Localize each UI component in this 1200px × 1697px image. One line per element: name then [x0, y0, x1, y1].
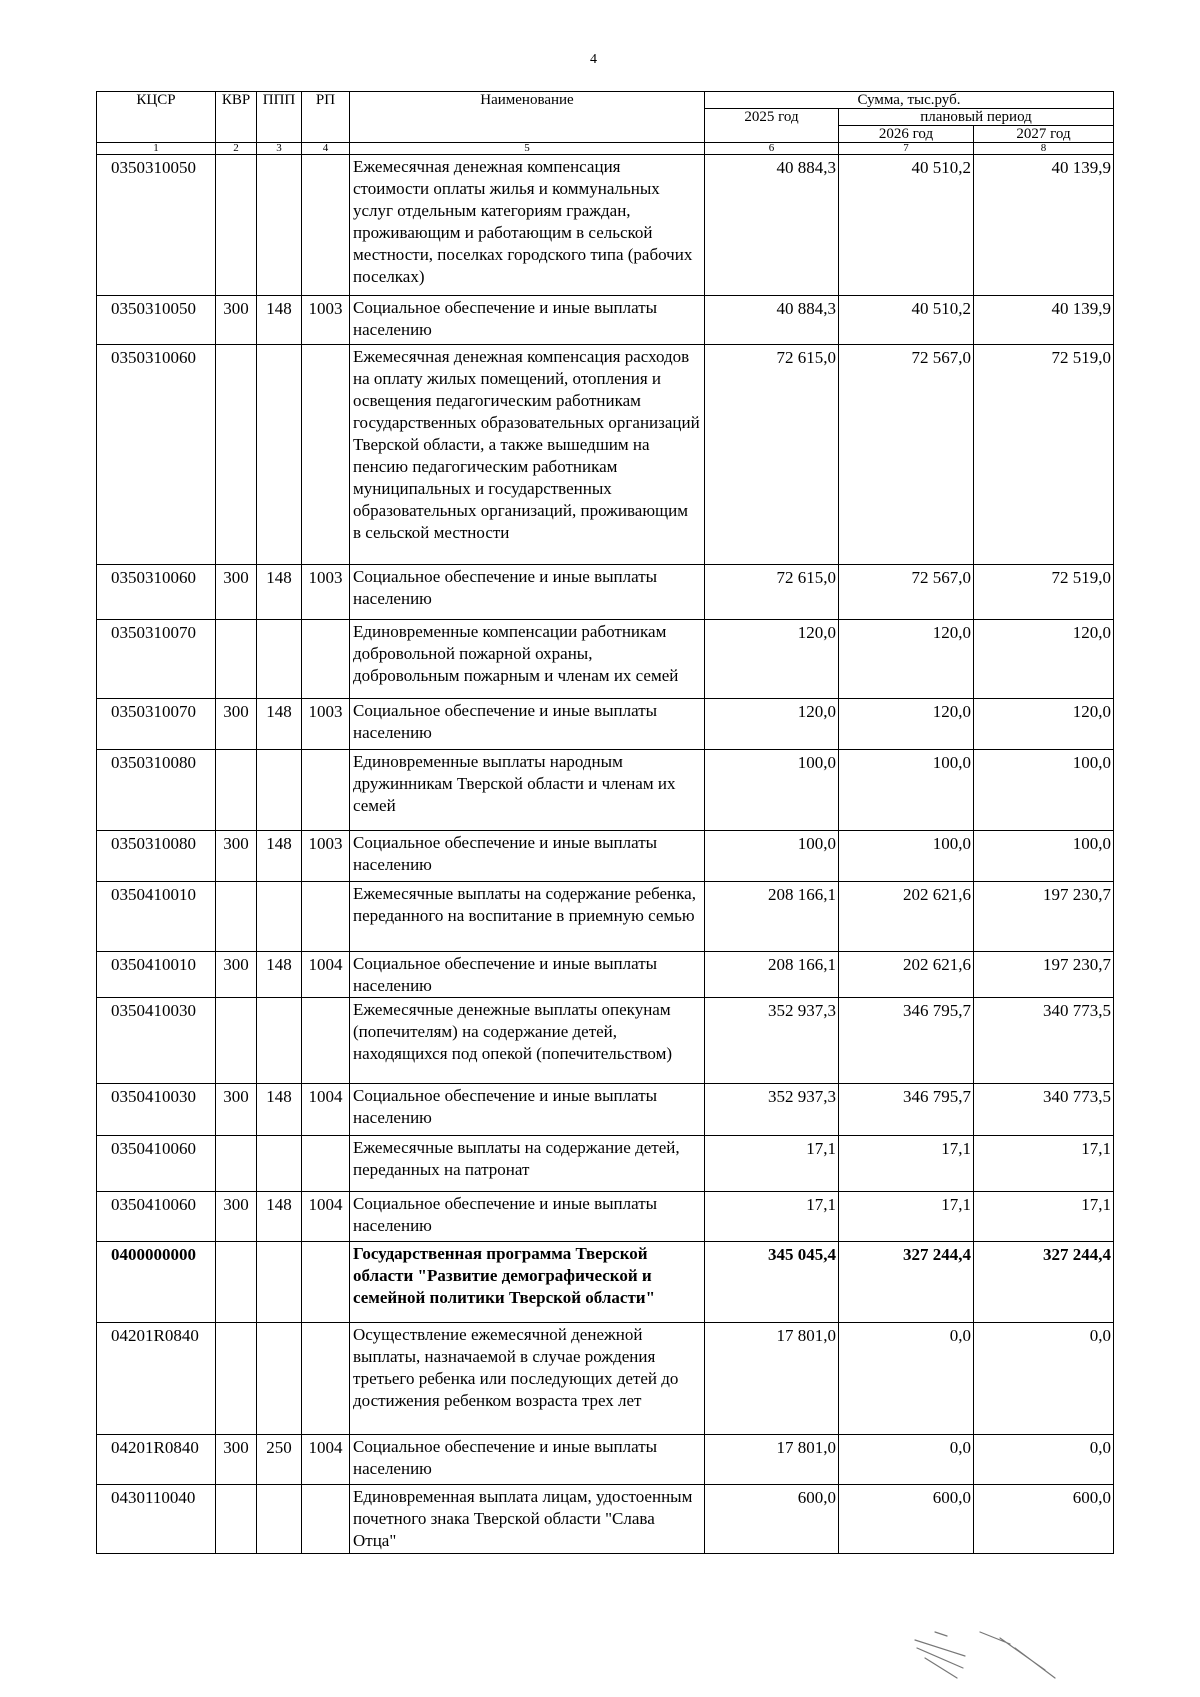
row-amount-2026: 17,1: [839, 1136, 974, 1192]
row-kvr: [216, 155, 257, 296]
row-amount-2027: 120,0: [974, 620, 1114, 699]
row-kvr: [216, 1323, 257, 1435]
row-code: 0350310080: [97, 831, 216, 882]
row-rp: [302, 1136, 350, 1192]
row-amount-2026: 17,1: [839, 1192, 974, 1242]
row-amount-2027: 40 139,9: [974, 155, 1114, 296]
table-row: [97, 620, 1114, 699]
row-kvr: [216, 620, 257, 699]
row-amount-2025: 40 884,3: [705, 155, 839, 296]
row-name: Социальное обеспечение и иные выплаты населению: [350, 296, 705, 345]
row-amount-2026: 600,0: [839, 1485, 974, 1554]
row-rp: [302, 882, 350, 952]
row-amount-2025: 352 937,3: [705, 998, 839, 1084]
row-rp: 1003: [302, 296, 350, 345]
row-name: Социальное обеспечение и иные выплаты населению: [350, 699, 705, 750]
row-amount-2025: 100,0: [705, 750, 839, 831]
row-rp: [302, 345, 350, 565]
row-ppp: [257, 155, 302, 296]
row-code: 0350410030: [97, 1084, 216, 1136]
column-number: 6: [705, 143, 839, 155]
row-amount-2026: 346 795,7: [839, 998, 974, 1084]
column-number: 1: [97, 143, 216, 155]
row-amount-2026: 40 510,2: [839, 155, 974, 296]
table-row: [97, 565, 1114, 620]
row-rp: [302, 1485, 350, 1554]
header-2027: 2027 год: [974, 126, 1114, 143]
row-amount-2025: 120,0: [705, 699, 839, 750]
table-row: [97, 952, 1114, 998]
table-row: [97, 296, 1114, 345]
row-amount-2027: 17,1: [974, 1192, 1114, 1242]
row-amount-2027: 340 773,5: [974, 1084, 1114, 1136]
table-row: [97, 750, 1114, 831]
row-amount-2026: 0,0: [839, 1323, 974, 1435]
row-name: Социальное обеспечение и иные выплаты населению: [350, 565, 705, 620]
row-code: 04201R0840: [97, 1323, 216, 1435]
row-amount-2025: 208 166,1: [705, 882, 839, 952]
row-amount-2026: 100,0: [839, 831, 974, 882]
row-amount-2025: 208 166,1: [705, 952, 839, 998]
row-name: Единовременная выплата лицам, удостоенным почетного знака Тверской области "Слава Отца": [350, 1485, 705, 1554]
row-ppp: [257, 1136, 302, 1192]
row-rp: 1004: [302, 1192, 350, 1242]
row-code: 0350410060: [97, 1136, 216, 1192]
row-amount-2026: 40 510,2: [839, 296, 974, 345]
row-ppp: 148: [257, 1084, 302, 1136]
row-name: Социальное обеспечение и иные выплаты населению: [350, 831, 705, 882]
table-row: [97, 345, 1114, 565]
row-kvr: [216, 998, 257, 1084]
row-rp: 1004: [302, 1435, 350, 1485]
header-kvr: КВР: [216, 92, 257, 143]
row-code: 0350310050: [97, 296, 216, 345]
row-ppp: [257, 1323, 302, 1435]
row-kvr: [216, 1242, 257, 1323]
row-amount-2027: 600,0: [974, 1485, 1114, 1554]
column-number: 2: [216, 143, 257, 155]
row-kvr: [216, 1485, 257, 1554]
table-row: [97, 1136, 1114, 1192]
row-amount-2025: 352 937,3: [705, 1084, 839, 1136]
row-code: 0350310070: [97, 699, 216, 750]
row-amount-2027: 0,0: [974, 1435, 1114, 1485]
table-row: [97, 699, 1114, 750]
row-kvr: 300: [216, 1192, 257, 1242]
table-row: [97, 831, 1114, 882]
row-kvr: 300: [216, 831, 257, 882]
header-rp: РП: [302, 92, 350, 143]
row-rp: [302, 998, 350, 1084]
row-rp: 1003: [302, 565, 350, 620]
page-number: 4: [590, 52, 597, 67]
row-rp: 1003: [302, 831, 350, 882]
row-kvr: [216, 345, 257, 565]
row-code: 0350310050: [97, 155, 216, 296]
row-amount-2026: 202 621,6: [839, 952, 974, 998]
column-number: 3: [257, 143, 302, 155]
row-amount-2025: 17 801,0: [705, 1435, 839, 1485]
row-amount-2027: 72 519,0: [974, 345, 1114, 565]
row-amount-2025: 345 045,4: [705, 1242, 839, 1323]
row-name: Ежемесячные денежные выплаты опекунам (попечителям) на содержание детей, находящихся под опекой (попечительством): [350, 998, 705, 1084]
row-kvr: [216, 750, 257, 831]
row-ppp: [257, 1242, 302, 1323]
row-name: Ежемесячные выплаты на содержание ребенка, переданного на воспитание в приемную семью: [350, 882, 705, 952]
row-ppp: 148: [257, 699, 302, 750]
row-code: 04201R0840: [97, 1435, 216, 1485]
row-code: 0350410010: [97, 882, 216, 952]
row-amount-2027: 40 139,9: [974, 296, 1114, 345]
column-number: 4: [302, 143, 350, 155]
row-name: Социальное обеспечение и иные выплаты населению: [350, 1435, 705, 1485]
row-rp: 1004: [302, 952, 350, 998]
row-name: Государственная программа Тверской области "Развитие демографической и семейной политики Тверской области": [350, 1242, 705, 1323]
table-row: [97, 1435, 1114, 1485]
row-amount-2026: 346 795,7: [839, 1084, 974, 1136]
row-amount-2027: 100,0: [974, 831, 1114, 882]
row-amount-2025: 72 615,0: [705, 565, 839, 620]
row-code: 0350410010: [97, 952, 216, 998]
row-ppp: [257, 1485, 302, 1554]
table-row: [97, 1323, 1114, 1435]
header-kcsr: КЦСР: [97, 92, 216, 143]
row-amount-2026: 327 244,4: [839, 1242, 974, 1323]
row-kvr: [216, 882, 257, 952]
row-ppp: 148: [257, 831, 302, 882]
row-name: Осуществление ежемесячной денежной выплаты, назначаемой в случае рождения третьего ребенка или последующих детей до достижения ребенком возраста трех лет: [350, 1323, 705, 1435]
column-numbers-row: [97, 143, 1114, 155]
row-name: Социальное обеспечение и иные выплаты населению: [350, 1192, 705, 1242]
row-rp: [302, 620, 350, 699]
row-ppp: [257, 882, 302, 952]
row-code: 0350310080: [97, 750, 216, 831]
header-plan-period: плановый период: [839, 109, 1114, 126]
row-kvr: 300: [216, 296, 257, 345]
row-code: 0350310060: [97, 565, 216, 620]
row-amount-2025: 72 615,0: [705, 345, 839, 565]
row-ppp: 148: [257, 952, 302, 998]
row-amount-2025: 17,1: [705, 1192, 839, 1242]
row-kvr: 300: [216, 952, 257, 998]
row-ppp: [257, 750, 302, 831]
row-code: 0350410060: [97, 1192, 216, 1242]
row-name: Социальное обеспечение и иные выплаты населению: [350, 1084, 705, 1136]
table-row: [97, 882, 1114, 952]
row-amount-2026: 120,0: [839, 699, 974, 750]
row-ppp: 148: [257, 296, 302, 345]
column-number: 7: [839, 143, 974, 155]
header-sum: Сумма, тыс.руб.: [705, 92, 1114, 109]
budget-table: [96, 91, 1114, 1554]
table-row: [97, 155, 1114, 296]
table-row: [97, 1242, 1114, 1323]
row-kvr: 300: [216, 1435, 257, 1485]
row-ppp: [257, 345, 302, 565]
row-rp: [302, 1323, 350, 1435]
table-body: [97, 155, 1114, 1554]
row-rp: [302, 750, 350, 831]
header-2025: 2025 год: [705, 109, 839, 143]
row-name: Ежемесячные выплаты на содержание детей, переданных на патронат: [350, 1136, 705, 1192]
column-number: 5: [350, 143, 705, 155]
header-ppp: ППП: [257, 92, 302, 143]
row-ppp: 148: [257, 1192, 302, 1242]
row-ppp: 148: [257, 565, 302, 620]
row-amount-2025: 100,0: [705, 831, 839, 882]
row-code: 0400000000: [97, 1242, 216, 1323]
row-amount-2026: 0,0: [839, 1435, 974, 1485]
row-name: Социальное обеспечение и иные выплаты населению: [350, 952, 705, 998]
row-kvr: 300: [216, 1084, 257, 1136]
row-rp: [302, 155, 350, 296]
row-amount-2025: 17 801,0: [705, 1323, 839, 1435]
table-row: [97, 1084, 1114, 1136]
row-amount-2027: 0,0: [974, 1323, 1114, 1435]
row-kvr: 300: [216, 699, 257, 750]
row-kvr: [216, 1136, 257, 1192]
row-amount-2026: 120,0: [839, 620, 974, 699]
row-amount-2027: 100,0: [974, 750, 1114, 831]
header-name: Наименование: [350, 92, 705, 143]
row-code: 0350410030: [97, 998, 216, 1084]
row-amount-2027: 17,1: [974, 1136, 1114, 1192]
row-amount-2027: 327 244,4: [974, 1242, 1114, 1323]
table-row: [97, 1192, 1114, 1242]
signature-scribble-icon: [905, 1618, 1075, 1688]
row-ppp: [257, 998, 302, 1084]
header-2026: 2026 год: [839, 126, 974, 143]
row-amount-2026: 72 567,0: [839, 345, 974, 565]
row-code: 0350310060: [97, 345, 216, 565]
table-row: [97, 1485, 1114, 1554]
row-amount-2027: 340 773,5: [974, 998, 1114, 1084]
row-amount-2025: 17,1: [705, 1136, 839, 1192]
row-name: Ежемесячная денежная компенсация расходов на оплату жилых помещений, отопления и освещения педагогическим работникам государственных образовательных организаций Тверской области, а также вышедшим на пенсию педагогическим работникам муниципальных и государственных образовательных организаций, проживающим в сельской местности: [350, 345, 705, 565]
row-ppp: [257, 620, 302, 699]
row-rp: [302, 1242, 350, 1323]
row-name: Единовременные выплаты народным дружинникам Тверской области и членам их семей: [350, 750, 705, 831]
row-ppp: 250: [257, 1435, 302, 1485]
row-amount-2027: 197 230,7: [974, 952, 1114, 998]
row-amount-2027: 197 230,7: [974, 882, 1114, 952]
row-amount-2025: 600,0: [705, 1485, 839, 1554]
row-amount-2026: 72 567,0: [839, 565, 974, 620]
row-name: Ежемесячная денежная компенсация стоимости оплаты жилья и коммунальных услуг отдельным категориям граждан, проживающим и работающим в сельской местности, поселках городского типа (рабочих поселках): [350, 155, 705, 296]
row-name: Единовременные компенсации работникам добровольной пожарной охраны, добровольным пожарным и членам их семей: [350, 620, 705, 699]
row-amount-2025: 120,0: [705, 620, 839, 699]
row-amount-2025: 40 884,3: [705, 296, 839, 345]
table-row: [97, 998, 1114, 1084]
row-amount-2026: 202 621,6: [839, 882, 974, 952]
row-rp: 1004: [302, 1084, 350, 1136]
row-rp: 1003: [302, 699, 350, 750]
row-amount-2027: 72 519,0: [974, 565, 1114, 620]
row-code: 0350310070: [97, 620, 216, 699]
row-amount-2026: 100,0: [839, 750, 974, 831]
row-code: 0430110040: [97, 1485, 216, 1554]
row-amount-2027: 120,0: [974, 699, 1114, 750]
row-kvr: 300: [216, 565, 257, 620]
column-number: 8: [974, 143, 1114, 155]
